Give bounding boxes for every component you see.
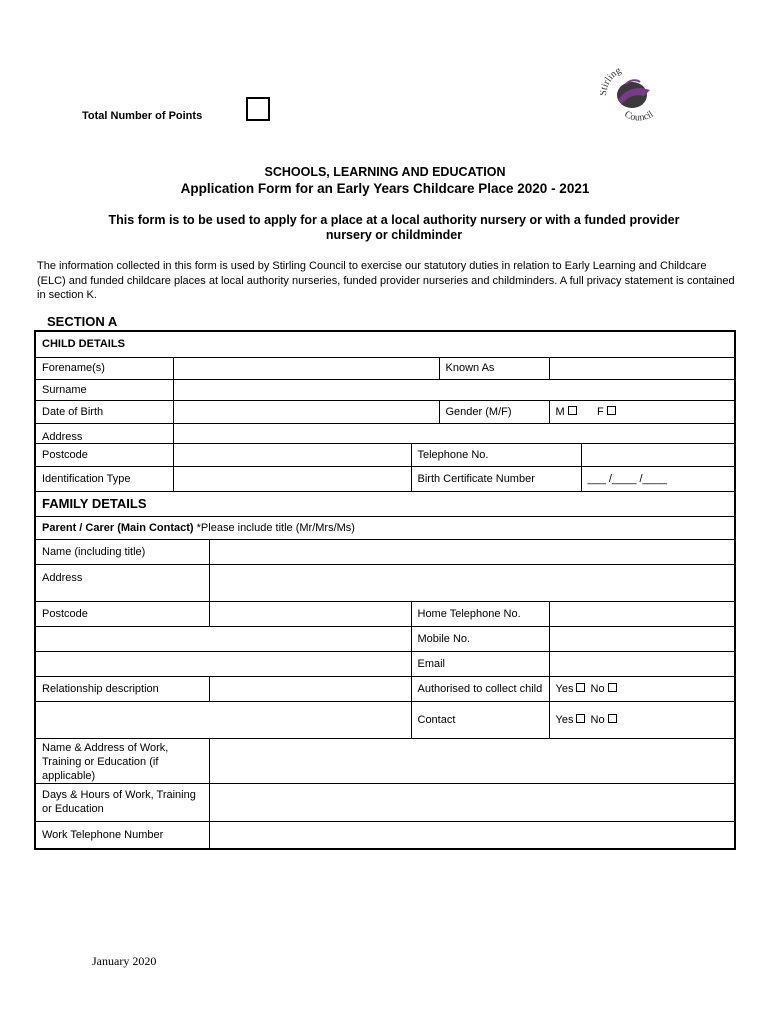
known-as-field[interactable] <box>549 357 735 379</box>
dob-label: Date of Birth <box>35 400 173 423</box>
footer-date: January 2020 <box>92 954 157 968</box>
application-table <box>34 330 736 850</box>
surname-label: Surname <box>35 379 173 400</box>
blank-cell-email <box>35 651 411 676</box>
contact-yes-checkbox[interactable] <box>576 714 585 723</box>
parent-name-field[interactable] <box>209 539 735 564</box>
intro-paragraph: The information collected in this form is used by Stirling Council to exercise our statutory duties in relation to Early Learning and Childcare (ELC) and funded childcare places at local authority nurseries, funded provider nurseries and childminders. A full privacy statement is contained in section K. <box>37 260 735 301</box>
parent-address-field[interactable] <box>209 564 735 601</box>
main-contact-note: *Please include title (Mr/Mrs/Ms) <box>193 521 355 534</box>
child-telephone-field[interactable] <box>581 443 735 466</box>
total-points-label: Total Number of Points <box>82 110 203 122</box>
dob-field[interactable] <box>173 400 439 423</box>
gender-f-checkbox[interactable] <box>607 406 616 415</box>
form-subtitle: This form is to be used to apply for a place at a local authority nursery or with a funded provider nursery or childminder <box>108 213 680 242</box>
work-tel-field[interactable] <box>209 821 735 849</box>
authorised-yes-checkbox[interactable] <box>576 683 585 692</box>
email-field[interactable] <box>549 651 735 676</box>
stirling-council-logo <box>600 64 668 122</box>
home-tel-field[interactable] <box>549 601 735 626</box>
child-telephone-label: Telephone No. <box>411 443 581 466</box>
child-postcode-label: Postcode <box>35 443 173 466</box>
work-tel-label: Work Telephone Number <box>35 821 209 849</box>
work-days-label: Days & Hours of Work, Training or Education <box>35 783 209 821</box>
contact-label: Contact <box>411 701 549 738</box>
gender-f-label: F <box>597 405 604 418</box>
gender-m-checkbox[interactable] <box>568 406 577 415</box>
work-address-field[interactable] <box>209 738 735 783</box>
blank-cell-mobile <box>35 626 411 651</box>
forenames-field[interactable] <box>173 357 439 379</box>
surname-field[interactable] <box>173 379 735 400</box>
id-type-label: Identification Type <box>35 466 173 491</box>
mobile-field[interactable] <box>549 626 735 651</box>
known-as-label: Known As <box>439 357 549 379</box>
gender-label: Gender (M/F) <box>439 400 549 423</box>
authorised-no-label: No <box>590 682 605 695</box>
parent-postcode-field[interactable] <box>209 601 411 626</box>
contact-options <box>549 701 735 738</box>
authorised-options <box>549 676 735 701</box>
logo-top-text: irling <box>600 65 623 89</box>
work-days-field[interactable] <box>209 783 735 821</box>
forenames-label: Forename(s) <box>35 357 173 379</box>
relationship-field[interactable] <box>209 676 411 701</box>
authorised-yes-label: Yes <box>555 682 574 695</box>
main-contact-label: Parent / Carer (Main Contact) <box>42 521 194 534</box>
contact-no-checkbox[interactable] <box>608 714 617 723</box>
birth-cert-field[interactable]: ___ /____ /____ <box>581 466 735 491</box>
home-tel-label: Home Telephone No. <box>411 601 549 626</box>
parent-name-label: Name (including title) <box>35 539 209 564</box>
parent-postcode-label: Postcode <box>35 601 209 626</box>
svg-text:Council <box>622 109 655 122</box>
child-details-heading: CHILD DETAILS <box>35 331 735 357</box>
department-heading: SCHOOLS, LEARNING AND EDUCATION <box>264 165 506 179</box>
birth-cert-label: Birth Certificate Number <box>411 466 581 491</box>
mobile-label: Mobile No. <box>411 626 549 651</box>
section-heading: SECTION A <box>47 314 118 329</box>
family-details-heading: FAMILY DETAILS <box>35 491 735 516</box>
work-address-label: Name & Address of Work, Training or Education (if applicable) <box>35 738 209 783</box>
relationship-label: Relationship description <box>35 676 209 701</box>
email-label: Email <box>411 651 549 676</box>
main-contact-heading <box>35 516 735 539</box>
id-type-field[interactable] <box>173 466 411 491</box>
blank-cell-contact <box>35 701 411 738</box>
contact-yes-label: Yes <box>555 713 574 726</box>
contact-no-label: No <box>590 713 605 726</box>
gender-m-label: M <box>555 405 565 418</box>
child-address-field[interactable] <box>173 423 735 443</box>
authorised-no-checkbox[interactable] <box>608 683 617 692</box>
child-address-label: Address <box>35 423 173 443</box>
total-points-box[interactable] <box>246 97 270 121</box>
child-postcode-field[interactable] <box>173 443 411 466</box>
parent-address-label: Address <box>35 564 209 601</box>
logo-bottom-text: Council <box>622 108 656 122</box>
gender-options <box>549 400 735 423</box>
form-title: Application Form for an Early Years Childcare Place 2020 - 2021 <box>180 181 590 196</box>
authorised-label: Authorised to collect child <box>411 676 549 701</box>
